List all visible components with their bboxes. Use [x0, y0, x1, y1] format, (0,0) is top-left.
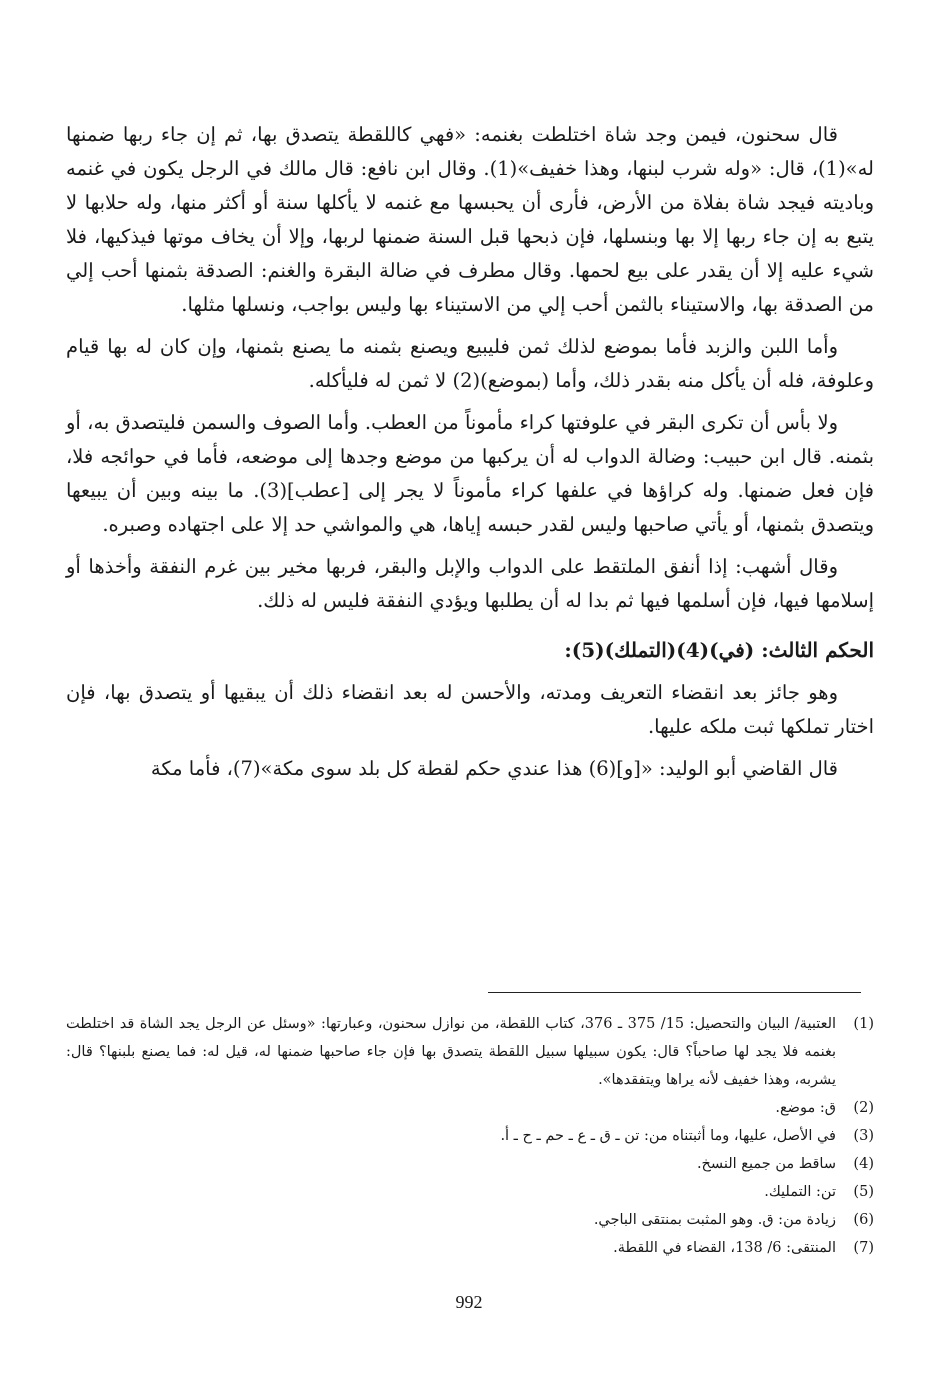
- paragraph: قال القاضي أبو الوليد: «[و](6) هذا عندي حكم لقطة كل بلد سوى مكة»(7)، فأما مكة: [150, 757, 838, 780]
- footnote-number: (2): [853, 1100, 874, 1116]
- paragraph: وقال أشهب: إذا أنفق الملتقط على الدواب والإبل والبقر، فربها مخير بين غرم النفقة وأخذها أو إسلامها فيها، فإن أسلمها فيها ثم بدا له أن يطلبها ويؤدي النفقة فليس له ذلك.: [66, 555, 874, 612]
- footnote-text: زيادة من: ق. وهو المثبت بمنتقى الباجي.: [593, 1212, 836, 1228]
- footnote: [66, 1010, 874, 1094]
- footnote-number: (4): [853, 1156, 874, 1172]
- paragraph: وهو جائز بعد انقضاء التعريف ومدته، والأحسن له بعد انقضاء ذلك أن يبقيها أو يتصدق بها، فإن اختار تملكها ثبت ملكه عليها.: [66, 681, 874, 738]
- footnote-text: العتبية/ البيان والتحصيل: 15/ 375 ـ 376، كتاب اللقطة، من نوازل سحنون، وعبارتها: «وسئل عن الرجل يجد الشاة قد اختلطت بغنمه فلا يجد لها صاحباً؟ قال: يكون سبيلها سبيل اللقطة يتصدق بها فإن جاء صاحبها ضمنها له، قيل له: فما يصنع بلبنها؟ قال: يشربه، وهذا خفيف لأنه يراها ويتفقدها».: [66, 1016, 837, 1088]
- page-number: 992: [455, 1292, 483, 1312]
- footnote-number: (1): [853, 1016, 874, 1032]
- footnote-divider: [488, 992, 861, 993]
- footnotes-list: [66, 1010, 874, 1262]
- footnote: [66, 1094, 874, 1122]
- footnote: [66, 1206, 874, 1234]
- footnote-text: في الأصل، عليها، وما أثبتناه من: تن ـ ق ـ ع ـ حم ـ ح ـ أ.: [500, 1128, 836, 1144]
- footnote-number: (7): [853, 1240, 874, 1256]
- footnote-text: ق: موضع.: [775, 1100, 836, 1116]
- paragraph: ولا بأس أن تكرى البقر في علوفتها كراء مأموناً من العطب. وأما الصوف والسمن فليتصدق به، أو بثمنه. قال ابن حبيب: وضالة الدواب له أن يركبها من موضع وجدها إلى موضعه، فأما في حوائجه فلا، فإن فعل ضمنها. وله كراؤها في علفها كراء مأموناً لا يجر إلى [عطب](3). ما بينه وبين أن يبيعها ويتصدق بثمنها، أو يأتي صاحبها وليس لقدر حبسه إياها، هي والمواشي حد إلا على اجتهاده وصبره.: [66, 411, 874, 536]
- footnote: [66, 1150, 874, 1178]
- footnote-number: (5): [853, 1184, 874, 1200]
- paragraph: وأما اللبن والزبد فأما بموضع لذلك ثمن فليبيع ويصنع بثمنه ما يصنع بثمنها، وإن كان له بها قيام وعلوفة، فله أن يأكل منه بقدر ذلك، وأما (بموضع)(2) لا ثمن له فليأكله.: [66, 335, 874, 392]
- footnote-text: المنتقى: 6/ 138، القضاء في اللقطة.: [613, 1240, 836, 1256]
- footnote: [66, 1122, 874, 1150]
- paragraph: قال سحنون، فيمن وجد شاة اختلطت بغنمه: «فهي كاللقطة يتصدق بها، ثم إن جاء ربها ضمنها له»(1)، قال: «وله شرب لبنها، وهذا خفيف»(1). وقال ابن نافع: قال مالك في الرجل يكون في غنمه وباديته فيجد شاة بفلاة من الأرض، فأرى أن يحبسها مع غنمه لا يأكلها سنة أو أكثر منها، وله حلابها لا يتبع به إن جاء ربها إلا بها وبنسلها، فإن ذبحها قبل السنة ضمنها لربها، وإلا أن يخاف موتها فيذكيها، فلا شيء عليه إلا أن يقدر على بيع لحمها. وقال مطرف في ضالة البقرة والغنم: الصدقة بثمنها أحب إلي من الصدقة بها، والاستيناء بالثمن أحب إلي من الاستيناء بها وليس بواجب، ونسلها مثلها.: [66, 123, 874, 316]
- section-heading: الحكم الثالث: (في)(4)(التملك)(5):: [564, 638, 874, 662]
- footnote-number: (3): [853, 1128, 874, 1144]
- main-text: [66, 118, 874, 794]
- footnote: [66, 1234, 874, 1262]
- footnote-text: تن: التمليك.: [764, 1184, 836, 1200]
- footnote-number: (6): [853, 1212, 874, 1228]
- footnote: [66, 1178, 874, 1206]
- footnote-text: ساقط من جميع النسخ.: [696, 1156, 836, 1172]
